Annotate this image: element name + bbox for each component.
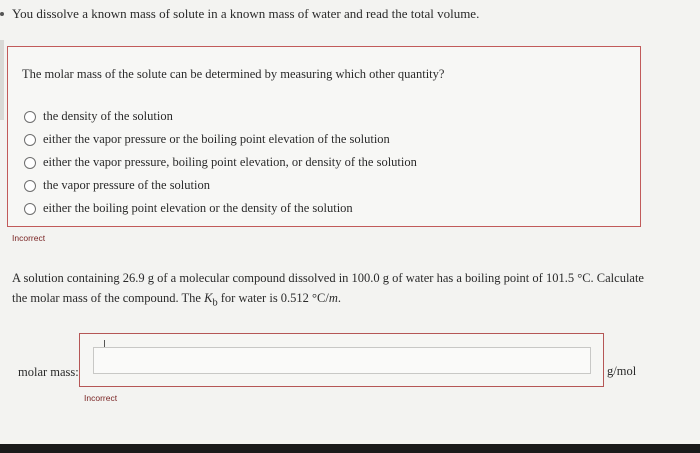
answer-panel (79, 333, 604, 387)
question2-text (12, 268, 652, 314)
option-boiling-or-density[interactable] (24, 197, 417, 220)
radio-button[interactable] (24, 157, 36, 169)
bottom-bar (0, 444, 700, 453)
k-subscript: b (212, 297, 218, 309)
molality-unit: m (328, 291, 338, 305)
bullet-icon (0, 12, 4, 16)
option-vapor-or-boiling[interactable] (24, 128, 417, 151)
unit-label: g/mol (607, 364, 637, 378)
question2-text-part1: A solution containing 26.9 g of a molecular compound dissolved in 100.0 g of water has a boiling point of 101.5 °C. Calculate the molar mass of the compound. The (12, 271, 644, 305)
option-vapor-pressure[interactable] (24, 174, 417, 197)
option-label: the density of the solution (43, 109, 173, 123)
option-label: either the boiling point elevation or the density of the solution (43, 201, 353, 215)
radio-button[interactable] (24, 203, 36, 215)
intro-text: You dissolve a known mass of solute in a known mass of water and read the total volume. (12, 6, 480, 21)
question1-prompt: The molar mass of the solute can be determined by measuring which other quantity? (22, 67, 445, 81)
option-vapor-boiling-density[interactable] (24, 151, 417, 174)
radio-button[interactable] (24, 134, 36, 146)
option-label: the vapor pressure of the solution (43, 178, 210, 192)
question2-text-part2: for water is 0.512 °C/ (217, 291, 329, 305)
question1-panel (7, 46, 641, 227)
radio-button[interactable] (24, 180, 36, 192)
question2-text-part3: . (337, 291, 342, 305)
k-symbol: K (204, 291, 213, 305)
option-density[interactable] (24, 105, 417, 128)
option-label: either the vapor pressure, boiling point elevation, or density of the solution (43, 155, 417, 169)
radio-button[interactable] (24, 111, 36, 123)
answer-options (24, 105, 417, 220)
question1-feedback: Incorrect (12, 233, 46, 243)
molar-mass-label: molar mass: (18, 365, 79, 379)
left-edge-strip (0, 40, 4, 120)
option-label: either the vapor pressure or the boiling point elevation of the solution (43, 132, 390, 146)
question2-feedback: Incorrect (84, 393, 118, 403)
molar-mass-input[interactable] (93, 347, 591, 374)
